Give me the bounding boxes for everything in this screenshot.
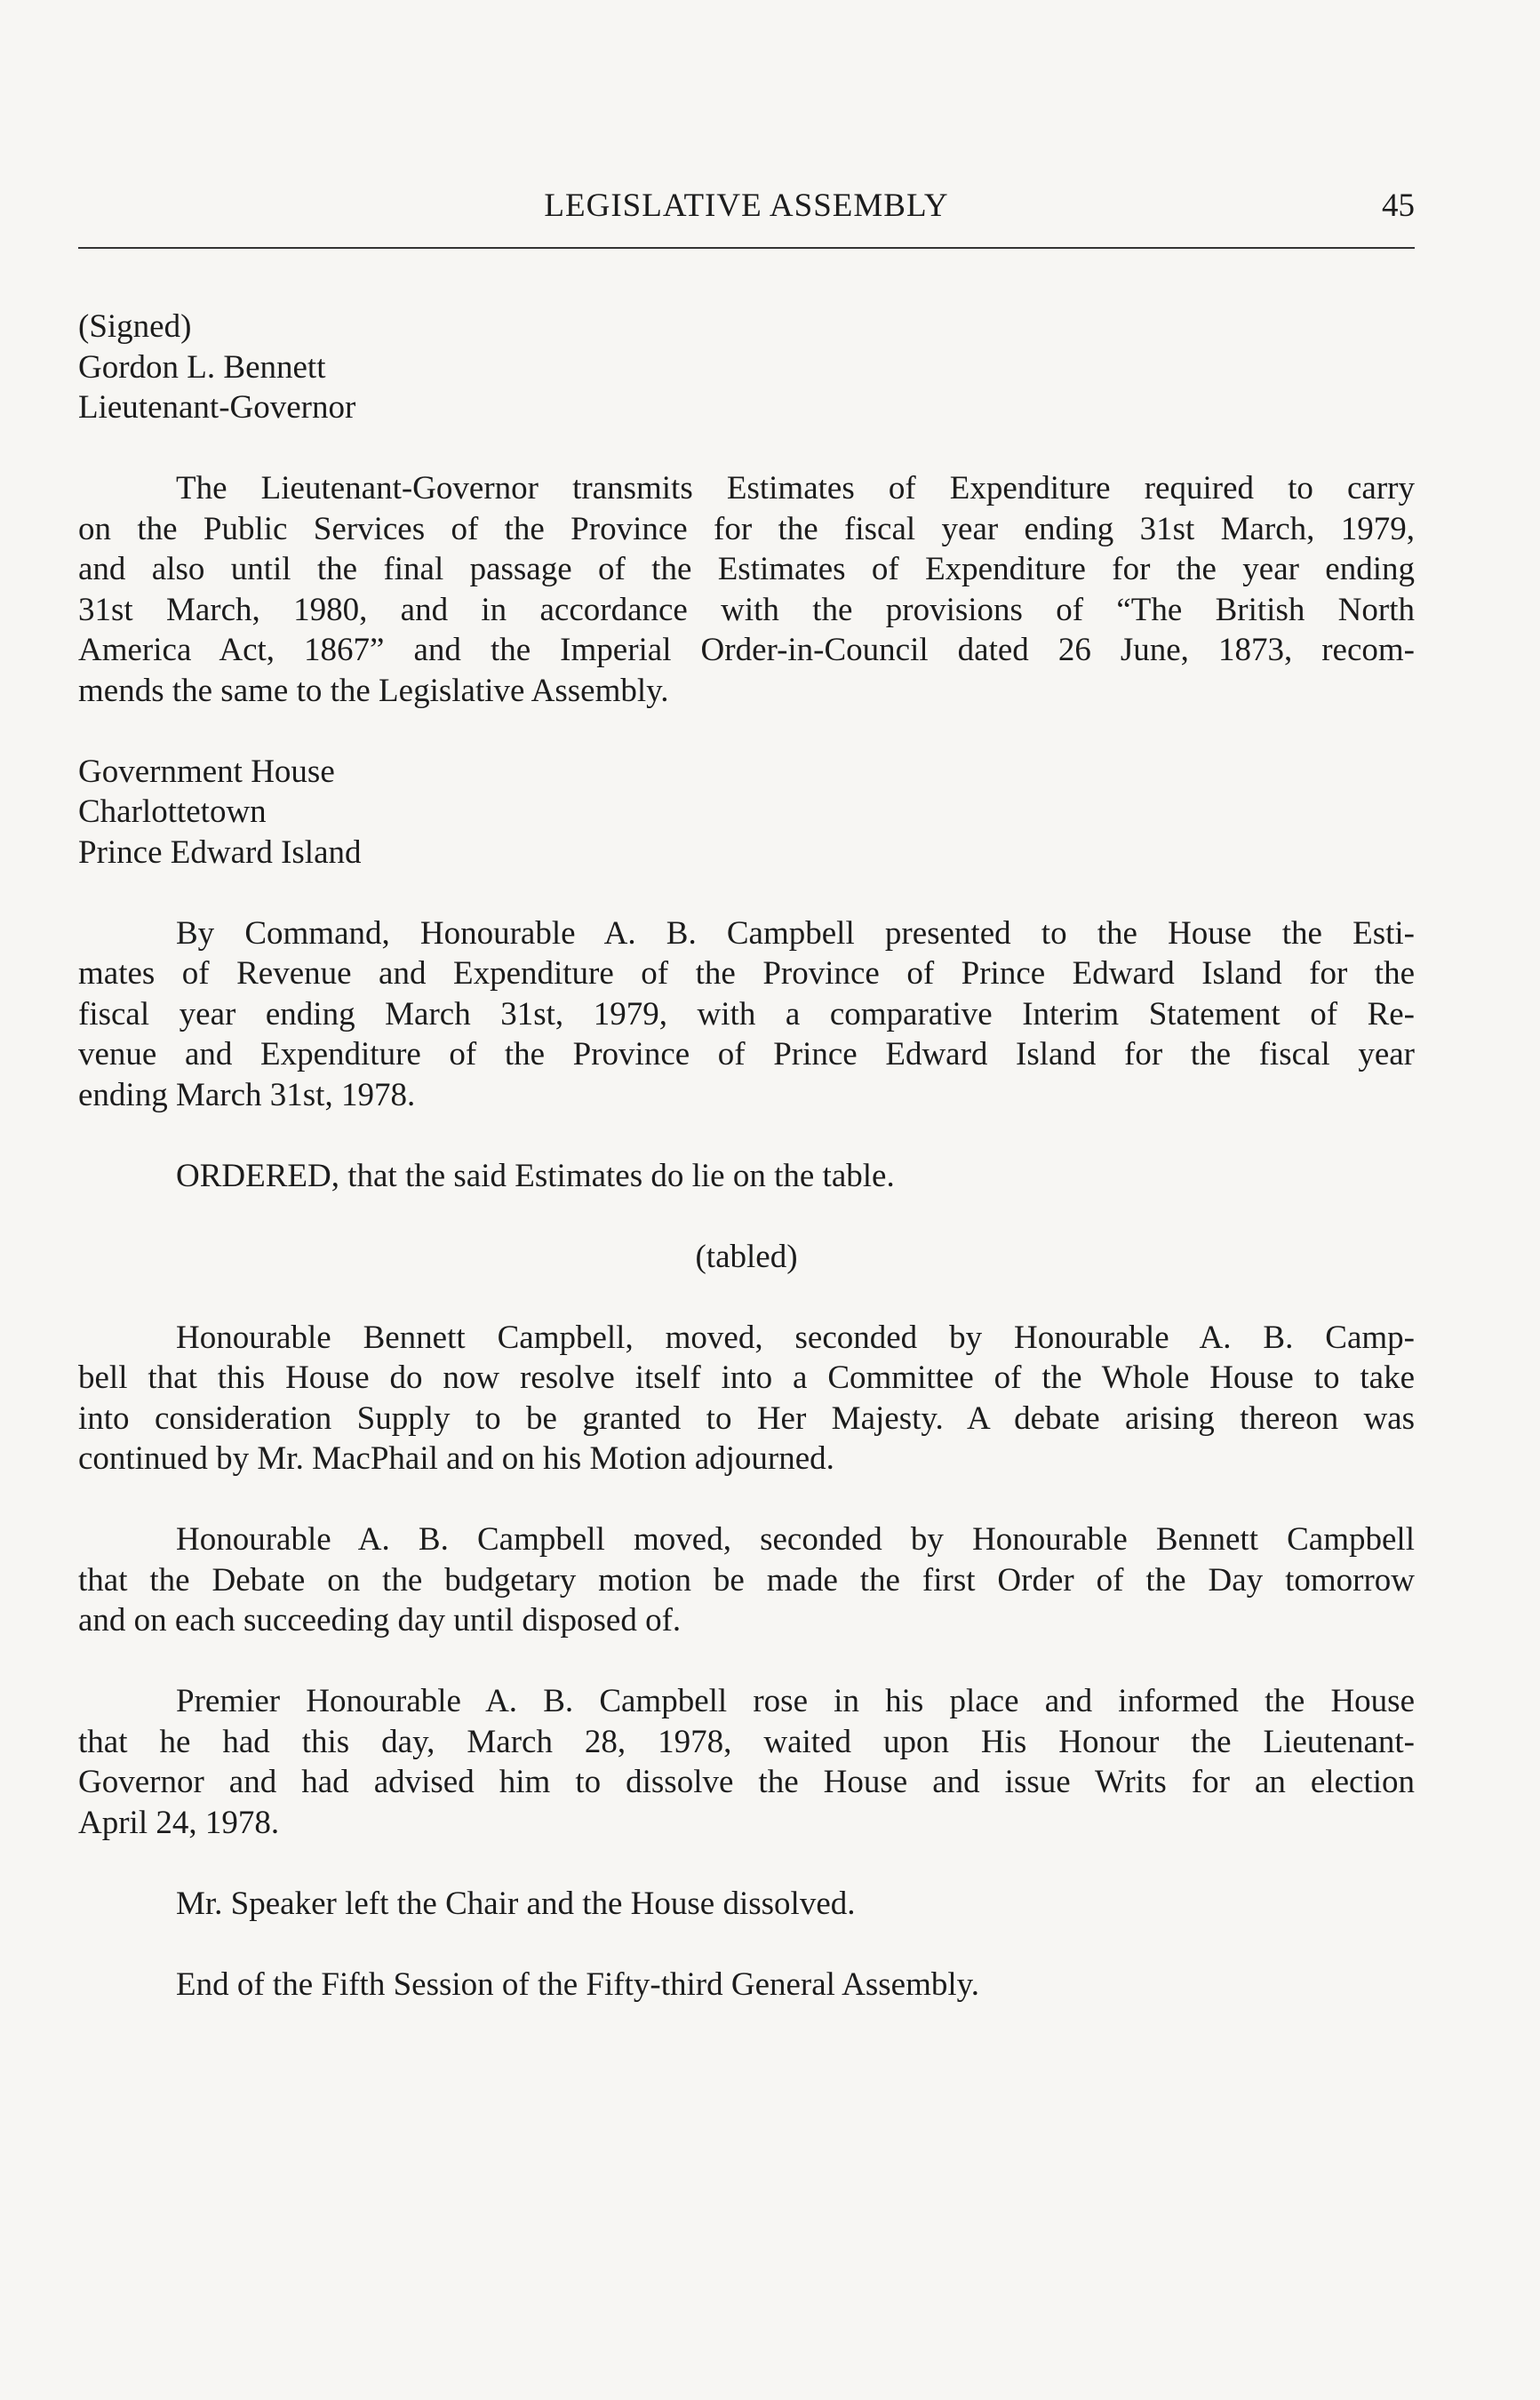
paragraph-line: that the Debate on the budgetary motion be made the first Order of the Day tomorrow xyxy=(78,1561,1415,1599)
ordered-statement xyxy=(78,1156,1415,1197)
address-line: Charlottetown xyxy=(78,793,267,830)
paragraph-line: The Lieutenant-Governor transmits Estimates of Expenditure required to carry xyxy=(176,470,1415,506)
tabled-note xyxy=(78,1237,1415,1278)
signatory-title: Lieutenant-Governor xyxy=(78,389,356,426)
paragraph-line: on the Public Services of the Province for the fiscal year ending 31st March, 1979, xyxy=(78,510,1415,547)
paragraph-line: April 24, 1978. xyxy=(78,1804,280,1841)
paragraph-line: venue and Expenditure of the Province of Prince Edward Island for the fiscal year xyxy=(78,1036,1415,1072)
document-page xyxy=(78,0,1415,2400)
paragraph-line: Governor and had advised him to dissolve the House and issue Writs for an election xyxy=(78,1764,1415,1800)
paragraph-line: and also until the final passage of the Estimates of Expenditure for the year ending xyxy=(78,551,1415,587)
paragraph-supply-motion xyxy=(78,1318,1415,1479)
paragraph-dissolution xyxy=(78,1681,1415,1843)
paragraph-line: Premier Honourable A. B. Campbell rose in his place and informed the House xyxy=(176,1683,1415,1719)
paragraph-line: Honourable Bennett Campbell, moved, seconded by Honourable A. B. Camp- xyxy=(176,1319,1415,1356)
paragraph-line: America Act, 1867” and the Imperial Order-in-Council dated 26 June, 1873, recom- xyxy=(78,632,1415,668)
speaker-statement xyxy=(78,1884,1415,1925)
paragraph-line: that he had this day, March 28, 1978, waited upon His Honour the Lieutenant- xyxy=(78,1723,1415,1760)
paragraph-line: 31st March, 1980, and in accordance with the provisions of “The British North xyxy=(78,591,1415,628)
paragraph-line: ending March 31st, 1978. xyxy=(78,1076,416,1113)
paragraph-line: By Command, Honourable A. B. Campbell presented to the House the Esti- xyxy=(176,914,1415,952)
header-rule xyxy=(78,247,1415,249)
paragraph-line: continued by Mr. MacPhail and on his Motion adjourned. xyxy=(78,1440,834,1477)
paragraph-line: Honourable A. B. Campbell moved, seconded by Honourable Bennett Campbell xyxy=(176,1521,1415,1558)
tabled-line: (tabled) xyxy=(695,1238,798,1275)
running-title: LEGISLATIVE ASSEMBLY xyxy=(544,187,949,224)
address-block xyxy=(78,752,1415,873)
document-body xyxy=(78,307,1415,2005)
page-number: 45 xyxy=(1382,187,1415,224)
paragraph-line: fiscal year ending March 31st, 1979, with a comparative Interim Statement of Re- xyxy=(78,995,1415,1033)
running-header xyxy=(78,187,1415,240)
paragraph-budget-debate xyxy=(78,1519,1415,1641)
ordered-line: ORDERED, that the said Estimates do lie on the table. xyxy=(176,1157,895,1194)
address-line: Government House xyxy=(78,753,335,790)
paragraph-line: into consideration Supply to be granted to Her Majesty. A debate arising thereon was xyxy=(78,1399,1415,1437)
paragraph-line: and on each succeeding day until disposed of. xyxy=(78,1602,682,1639)
paragraph-line: mates of Revenue and Expenditure of the Province of Prince Edward Island for the xyxy=(78,955,1415,992)
session-end-line: End of the Fifth Session of the Fifty-third General Assembly. xyxy=(176,1965,979,2003)
paragraph-by-command xyxy=(78,913,1415,1116)
address-line: Prince Edward Island xyxy=(78,833,362,871)
session-end-statement xyxy=(78,1965,1415,2005)
paragraph-estimates-transmittal xyxy=(78,468,1415,711)
signature-line: (Signed) xyxy=(78,308,192,345)
paragraph-line: bell that this House do now resolve itself into a Committee of the Whole House to take xyxy=(78,1359,1415,1396)
speaker-line: Mr. Speaker left the Chair and the House dissolved. xyxy=(176,1885,856,1922)
signatory-name: Gordon L. Bennett xyxy=(78,348,326,386)
paragraph-line: mends the same to the Legislative Assembly. xyxy=(78,672,669,709)
signature-block xyxy=(78,307,1415,428)
